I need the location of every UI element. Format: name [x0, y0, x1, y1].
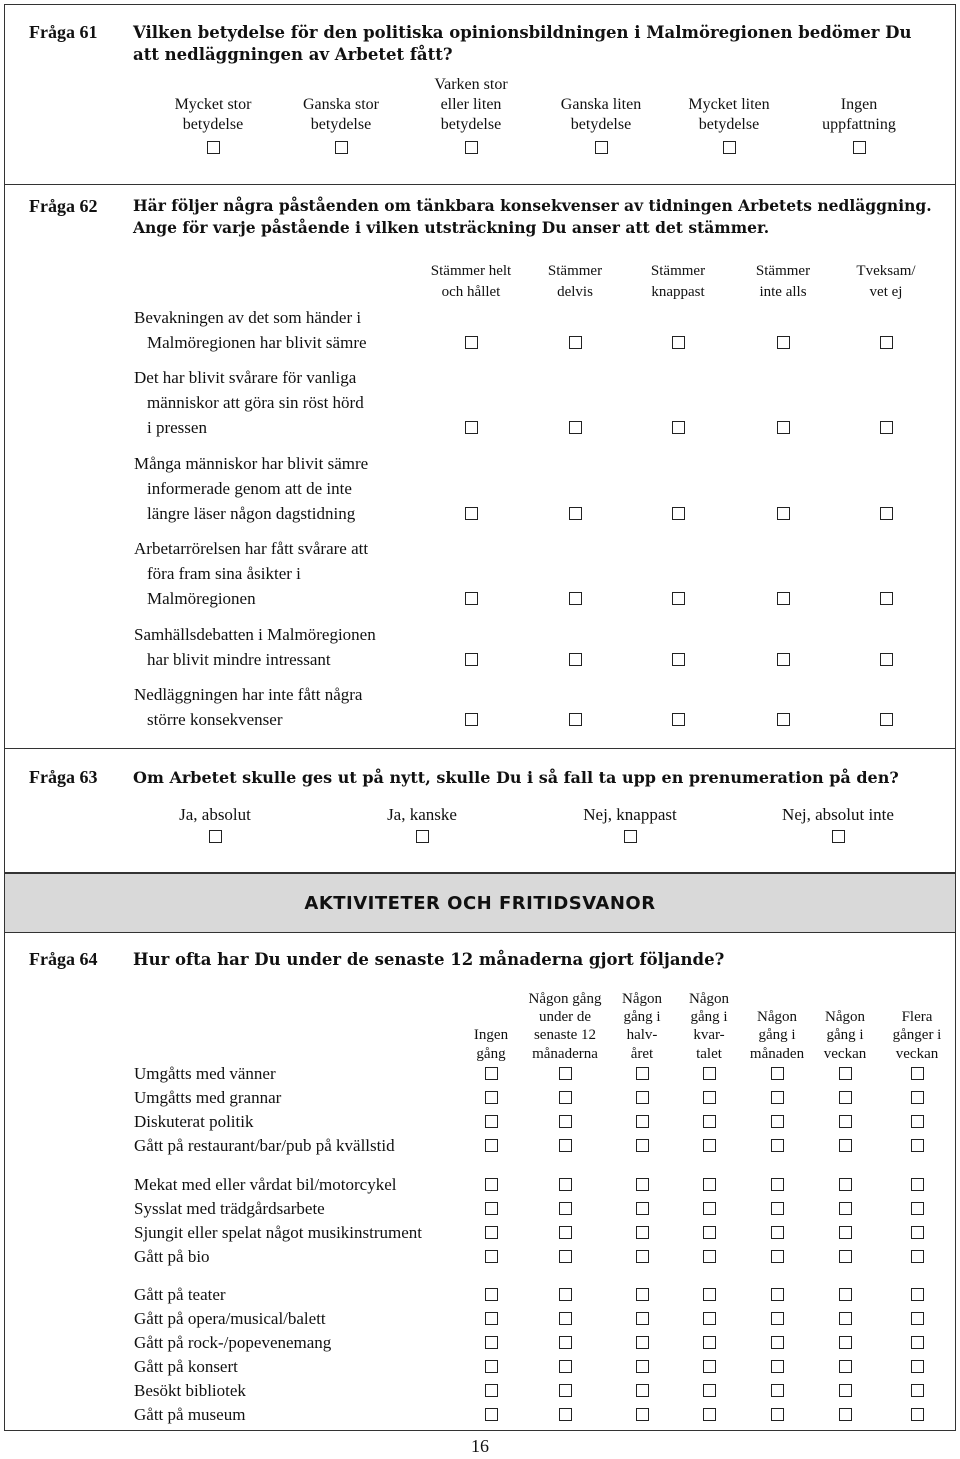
column-header: [666, 95, 792, 135]
column-header-line: året: [630, 1045, 654, 1062]
frequency-checkbox[interactable]: [703, 1360, 716, 1373]
column-header-line: Någon: [689, 990, 729, 1007]
frequency-checkbox[interactable]: [559, 1384, 572, 1397]
column-header-line: gång i: [623, 1009, 661, 1026]
statement: [134, 536, 368, 611]
frequency-checkbox[interactable]: [839, 1115, 852, 1128]
statement-line: längre läser någon dagstidning: [147, 504, 356, 523]
column-header: [831, 261, 941, 303]
column-header-line: gång i: [826, 1027, 864, 1044]
frequency-checkbox[interactable]: [559, 1312, 572, 1325]
statement: [134, 305, 367, 355]
frequency-checkbox[interactable]: [485, 1360, 498, 1373]
section-title: AKTIVITETER OCH FRITIDSVANOR: [304, 893, 656, 914]
column-header-line: Flera: [901, 1009, 933, 1026]
frequency-checkbox[interactable]: [559, 1288, 572, 1301]
agreement-checkbox[interactable]: [777, 592, 790, 605]
statement: [134, 451, 368, 526]
section-banner: [4, 873, 956, 933]
column-header: [278, 95, 404, 135]
column-header-line: Stämmer helt: [430, 263, 512, 279]
frequency-checkbox[interactable]: [771, 1226, 784, 1239]
frequency-checkbox[interactable]: [703, 1115, 716, 1128]
frequency-checkbox[interactable]: [771, 1408, 784, 1421]
frequency-checkbox[interactable]: [771, 1288, 784, 1301]
frequency-checkbox[interactable]: [559, 1360, 572, 1373]
column-header-line: betydelse: [182, 116, 244, 133]
frequency-checkbox[interactable]: [703, 1288, 716, 1301]
answer-checkbox[interactable]: [723, 141, 736, 154]
frequency-checkbox[interactable]: [839, 1139, 852, 1152]
frequency-checkbox[interactable]: [636, 1288, 649, 1301]
frequency-checkbox[interactable]: [559, 1202, 572, 1215]
frequency-checkbox[interactable]: [636, 1384, 649, 1397]
frequency-checkbox[interactable]: [839, 1384, 852, 1397]
question-text-line-1: Här följer några påståenden om tänkbara konsekvenser av tidningen Arbetets nedläggning.: [133, 196, 932, 215]
question-64-section: [4, 933, 956, 1431]
frequency-checkbox[interactable]: [636, 1139, 649, 1152]
answer-checkbox[interactable]: [624, 830, 637, 843]
frequency-checkbox[interactable]: [911, 1336, 924, 1349]
frequency-checkbox[interactable]: [911, 1312, 924, 1325]
agreement-checkbox[interactable]: [569, 336, 582, 349]
frequency-checkbox[interactable]: [703, 1091, 716, 1104]
column-header-line: månaderna: [532, 1045, 598, 1062]
statement-line: föra fram sina åsikter i: [147, 564, 301, 583]
frequency-checkbox[interactable]: [771, 1202, 784, 1215]
statement-line: informerade genom att de inte: [147, 479, 352, 498]
frequency-checkbox[interactable]: [911, 1139, 924, 1152]
column-header: [408, 75, 534, 135]
page-number: 16: [471, 1436, 489, 1456]
activity-label: Gått på opera/musical/balett: [134, 1309, 326, 1328]
question-text: Om Arbetet skulle ges ut på nytt, skulle Du i så fall ta upp en prenumeration på den?: [133, 768, 899, 787]
column-header: [416, 261, 526, 303]
frequency-checkbox[interactable]: [911, 1067, 924, 1080]
column-header: [538, 95, 664, 135]
agreement-checkbox[interactable]: [672, 421, 685, 434]
activity-label: Gått på bio: [134, 1247, 210, 1266]
statement-line: Nedläggningen har inte fått några: [134, 685, 363, 704]
frequency-checkbox[interactable]: [485, 1250, 498, 1263]
activity-label: Diskuterat politik: [134, 1112, 254, 1131]
question-text: Vilken betydelse för den politiska opinionsbildningen i Malmöregionen bedömer Du att nedläggningen av Arbetet fått?: [133, 23, 912, 64]
agreement-checkbox[interactable]: [777, 336, 790, 349]
agreement-checkbox[interactable]: [880, 592, 893, 605]
frequency-checkbox[interactable]: [636, 1091, 649, 1104]
frequency-checkbox[interactable]: [636, 1202, 649, 1215]
frequency-checkbox[interactable]: [485, 1408, 498, 1421]
frequency-checkbox[interactable]: [911, 1288, 924, 1301]
agreement-checkbox[interactable]: [465, 592, 478, 605]
activity-label: Sysslat med trädgårdsarbete: [134, 1199, 325, 1218]
column-header-line: och hållet: [441, 284, 501, 300]
question-61-section: [4, 4, 956, 185]
column-header-line: under de: [538, 1009, 592, 1026]
column-header-line: gånger i: [892, 1027, 942, 1044]
question-62-section: [4, 185, 956, 749]
frequency-checkbox[interactable]: [485, 1139, 498, 1152]
column-header-line: uppfattning: [822, 116, 896, 133]
frequency-checkbox[interactable]: [636, 1226, 649, 1239]
frequency-checkbox[interactable]: [703, 1250, 716, 1263]
statement: [134, 682, 362, 732]
column-header-line: månaden: [749, 1045, 805, 1062]
column-header: [523, 990, 607, 1063]
frequency-checkbox[interactable]: [485, 1202, 498, 1215]
agreement-checkbox[interactable]: [672, 653, 685, 666]
column-header-line: Någon gång: [528, 990, 602, 1007]
statement-line: Malmöregionen har blivit sämre: [147, 333, 367, 352]
activity-label: Besökt bibliotek: [134, 1381, 246, 1400]
frequency-checkbox[interactable]: [485, 1288, 498, 1301]
statement-line: människor att göra sin röst hörd: [147, 393, 364, 412]
column-header-line: veckan: [823, 1045, 867, 1062]
answer-checkbox[interactable]: [335, 141, 348, 154]
column-header-line: Varken stor: [434, 76, 508, 93]
agreement-checkbox[interactable]: [880, 713, 893, 726]
frequency-checkbox[interactable]: [771, 1115, 784, 1128]
agreement-checkbox[interactable]: [777, 713, 790, 726]
frequency-checkbox[interactable]: [771, 1178, 784, 1191]
statement: [134, 365, 364, 440]
column-header: [449, 1026, 533, 1063]
frequency-checkbox[interactable]: [485, 1336, 498, 1349]
agreement-checkbox[interactable]: [465, 713, 478, 726]
agreement-checkbox[interactable]: [465, 653, 478, 666]
column-header-line: talet: [696, 1045, 722, 1062]
column-header-line: Stämmer: [755, 263, 811, 279]
frequency-checkbox[interactable]: [703, 1336, 716, 1349]
frequency-checkbox[interactable]: [559, 1250, 572, 1263]
frequency-checkbox[interactable]: [703, 1067, 716, 1080]
frequency-checkbox[interactable]: [703, 1384, 716, 1397]
activity-label: Gått på museum: [134, 1405, 246, 1424]
frequency-checkbox[interactable]: [703, 1408, 716, 1421]
frequency-checkbox[interactable]: [771, 1312, 784, 1325]
agreement-checkbox[interactable]: [672, 592, 685, 605]
column-header-line: vet ej: [869, 284, 903, 300]
statement-line: i pressen: [147, 418, 207, 437]
statement-line: Malmöregionen: [147, 589, 256, 608]
agreement-checkbox[interactable]: [777, 507, 790, 520]
answer-option-label: Ja, absolut: [179, 805, 251, 824]
frequency-checkbox[interactable]: [839, 1360, 852, 1373]
column-header-line: Ganska stor: [303, 96, 379, 113]
agreement-checkbox[interactable]: [880, 653, 893, 666]
frequency-checkbox[interactable]: [911, 1250, 924, 1263]
question-text-line-2: Ange för varje påstående i vilken utsträckning Du anser att det stämmer.: [133, 218, 770, 237]
activity-label: Gått på teater: [134, 1285, 226, 1304]
frequency-checkbox[interactable]: [559, 1226, 572, 1239]
frequency-checkbox[interactable]: [636, 1115, 649, 1128]
answer-checkbox[interactable]: [416, 830, 429, 843]
answer-checkbox[interactable]: [853, 141, 866, 154]
frequency-checkbox[interactable]: [771, 1384, 784, 1397]
frequency-checkbox[interactable]: [703, 1312, 716, 1325]
frequency-checkbox[interactable]: [839, 1178, 852, 1191]
frequency-checkbox[interactable]: [839, 1226, 852, 1239]
agreement-checkbox[interactable]: [569, 653, 582, 666]
column-header-line: Ganska liten: [560, 96, 642, 113]
frequency-checkbox[interactable]: [771, 1336, 784, 1349]
question-number: Fråga 64: [29, 949, 98, 969]
statement-line: Arbetarrörelsen har fått svårare att: [134, 539, 369, 558]
frequency-checkbox[interactable]: [485, 1091, 498, 1104]
frequency-checkbox[interactable]: [839, 1288, 852, 1301]
agreement-checkbox[interactable]: [465, 336, 478, 349]
statement: [134, 622, 376, 672]
frequency-checkbox[interactable]: [485, 1067, 498, 1080]
frequency-checkbox[interactable]: [771, 1360, 784, 1373]
frequency-checkbox[interactable]: [911, 1115, 924, 1128]
column-header-line: betydelse: [310, 116, 372, 133]
agreement-checkbox[interactable]: [880, 507, 893, 520]
frequency-checkbox[interactable]: [839, 1250, 852, 1263]
column-header-line: eller liten: [440, 96, 502, 113]
frequency-checkbox[interactable]: [636, 1250, 649, 1263]
question-number: Fråga 62: [29, 196, 98, 216]
statement-line: större konsekvenser: [147, 710, 283, 729]
activity-label: Umgåtts med grannar: [134, 1088, 282, 1107]
column-header-line: Tveksam/: [856, 263, 916, 279]
frequency-checkbox[interactable]: [703, 1202, 716, 1215]
frequency-checkbox[interactable]: [703, 1226, 716, 1239]
agreement-checkbox[interactable]: [777, 653, 790, 666]
frequency-checkbox[interactable]: [771, 1139, 784, 1152]
column-header-line: senaste 12: [533, 1027, 597, 1044]
frequency-checkbox[interactable]: [636, 1408, 649, 1421]
column-header-line: knappast: [651, 284, 705, 300]
frequency-checkbox[interactable]: [559, 1115, 572, 1128]
column-header-line: gång i: [690, 1009, 728, 1026]
frequency-checkbox[interactable]: [636, 1360, 649, 1373]
column-header-line: gång i: [758, 1027, 796, 1044]
frequency-checkbox[interactable]: [485, 1115, 498, 1128]
frequency-checkbox[interactable]: [911, 1360, 924, 1373]
agreement-checkbox[interactable]: [672, 336, 685, 349]
column-header: [520, 261, 630, 303]
agreement-checkbox[interactable]: [569, 592, 582, 605]
frequency-checkbox[interactable]: [911, 1178, 924, 1191]
statement-line: Samhällsdebatten i Malmöregionen: [134, 625, 376, 644]
column-header-line: delvis: [557, 284, 593, 300]
frequency-checkbox[interactable]: [839, 1202, 852, 1215]
questionnaire-page: [4, 4, 956, 1430]
column-header-line: Ingen: [473, 1027, 509, 1044]
answer-checkbox[interactable]: [832, 830, 845, 843]
frequency-checkbox[interactable]: [559, 1408, 572, 1421]
column-header-line: kvar-: [693, 1027, 725, 1044]
column-header-line: Mycket stor: [174, 96, 252, 113]
column-header-line: betydelse: [698, 116, 760, 133]
activity-label: Gått på konsert: [134, 1357, 238, 1376]
frequency-checkbox[interactable]: [839, 1336, 852, 1349]
frequency-checkbox[interactable]: [839, 1312, 852, 1325]
answer-checkbox[interactable]: [465, 141, 478, 154]
frequency-checkbox[interactable]: [839, 1067, 852, 1080]
statement-line: Många människor har blivit sämre: [134, 454, 369, 473]
column-header-line: Mycket liten: [688, 96, 770, 113]
statement-line: Bevakningen av det som händer i: [134, 308, 362, 327]
frequency-checkbox[interactable]: [839, 1408, 852, 1421]
agreement-checkbox[interactable]: [777, 421, 790, 434]
column-header-line: inte alls: [759, 284, 807, 300]
column-header: [796, 95, 922, 135]
statement-line: Det har blivit svårare för vanliga: [134, 368, 357, 387]
frequency-checkbox[interactable]: [559, 1178, 572, 1191]
answer-option-label: Nej, absolut inte: [782, 805, 894, 824]
column-header-line: Någon: [622, 990, 662, 1007]
frequency-checkbox[interactable]: [485, 1312, 498, 1325]
frequency-checkbox[interactable]: [636, 1178, 649, 1191]
activity-label: Gått på restaurant/bar/pub på kvällstid: [134, 1136, 395, 1155]
column-header-line: betydelse: [440, 116, 502, 133]
frequency-checkbox[interactable]: [703, 1139, 716, 1152]
column-header-line: halv-: [626, 1027, 658, 1044]
agreement-checkbox[interactable]: [672, 507, 685, 520]
frequency-checkbox[interactable]: [911, 1226, 924, 1239]
agreement-checkbox[interactable]: [465, 507, 478, 520]
frequency-checkbox[interactable]: [559, 1067, 572, 1080]
answer-checkbox[interactable]: [209, 830, 222, 843]
column-header-line: betydelse: [570, 116, 632, 133]
agreement-checkbox[interactable]: [569, 713, 582, 726]
question-63-section: [4, 749, 956, 873]
activity-label: Mekat med eller vårdat bil/motorcykel: [134, 1175, 397, 1194]
frequency-checkbox[interactable]: [636, 1336, 649, 1349]
question-number: Fråga 63: [29, 767, 98, 787]
answer-checkbox[interactable]: [207, 141, 220, 154]
answer-option-label: Ja, kanske: [387, 805, 457, 824]
agreement-checkbox[interactable]: [569, 507, 582, 520]
column-header-line: veckan: [895, 1045, 939, 1062]
frequency-checkbox[interactable]: [559, 1139, 572, 1152]
frequency-checkbox[interactable]: [559, 1336, 572, 1349]
frequency-checkbox[interactable]: [771, 1250, 784, 1263]
agreement-checkbox[interactable]: [880, 336, 893, 349]
column-header-line: gång: [476, 1045, 506, 1062]
frequency-checkbox[interactable]: [485, 1384, 498, 1397]
agreement-checkbox[interactable]: [569, 421, 582, 434]
activity-label: Umgåtts med vänner: [134, 1064, 276, 1083]
frequency-checkbox[interactable]: [559, 1091, 572, 1104]
frequency-checkbox[interactable]: [636, 1312, 649, 1325]
frequency-checkbox[interactable]: [636, 1067, 649, 1080]
statement-line: har blivit mindre intressant: [147, 650, 331, 669]
frequency-checkbox[interactable]: [771, 1067, 784, 1080]
question-number: Fråga 61: [29, 22, 98, 42]
column-header-line: Stämmer: [547, 263, 603, 279]
answer-option-label: Nej, knappast: [583, 805, 677, 824]
column-header: [623, 261, 733, 303]
frequency-checkbox[interactable]: [485, 1178, 498, 1191]
answer-checkbox[interactable]: [595, 141, 608, 154]
frequency-checkbox[interactable]: [839, 1091, 852, 1104]
column-header-line: Ingen: [840, 96, 878, 113]
activity-label: Gått på rock-/popevenemang: [134, 1333, 332, 1352]
column-header: [150, 95, 276, 135]
column-header-line: Någon: [757, 1009, 797, 1026]
agreement-checkbox[interactable]: [880, 421, 893, 434]
agreement-checkbox[interactable]: [465, 421, 478, 434]
agreement-checkbox[interactable]: [672, 713, 685, 726]
frequency-checkbox[interactable]: [911, 1408, 924, 1421]
frequency-checkbox[interactable]: [911, 1091, 924, 1104]
column-header-line: Stämmer: [650, 263, 706, 279]
frequency-checkbox[interactable]: [703, 1178, 716, 1191]
frequency-checkbox[interactable]: [485, 1226, 498, 1239]
frequency-checkbox[interactable]: [911, 1202, 924, 1215]
question-text: Hur ofta har Du under de senaste 12 månaderna gjort följande?: [133, 950, 725, 969]
column-header: [875, 1008, 959, 1063]
frequency-checkbox[interactable]: [911, 1384, 924, 1397]
column-header-line: Någon: [825, 1009, 865, 1026]
frequency-checkbox[interactable]: [771, 1091, 784, 1104]
column-header: [728, 261, 838, 303]
activity-label: Sjungit eller spelat något musikinstrument: [134, 1223, 423, 1242]
